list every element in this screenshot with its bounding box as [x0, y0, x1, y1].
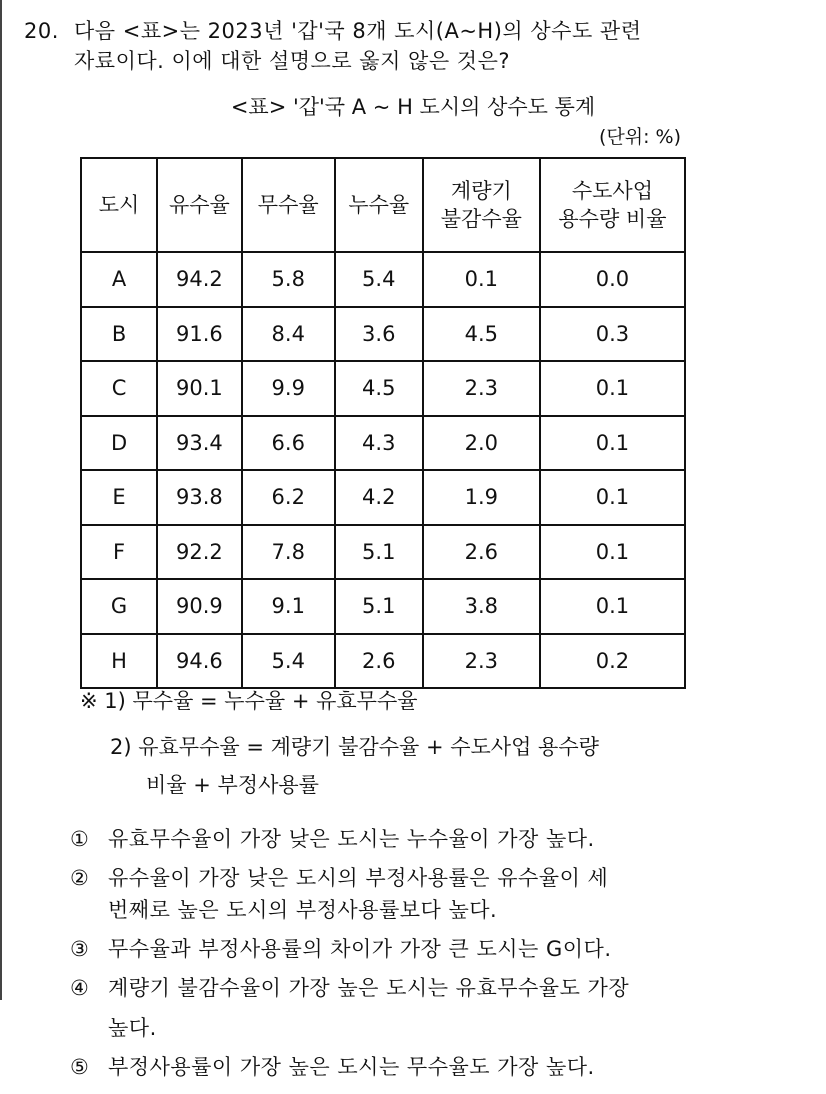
table-cell-value: 0.1: [540, 416, 685, 471]
table-row: [81, 579, 685, 634]
table-cell-value: 3.8: [423, 579, 540, 634]
table-cell-value: 2.6: [335, 634, 423, 689]
header-revenue-water-rate: 유수율: [157, 158, 242, 252]
option-text: 유수율이 가장 낮은 도시의 부정사용률은 유수율이 세: [108, 866, 609, 890]
answer-option-4[interactable]: [70, 972, 629, 1044]
option-marker: ①: [70, 827, 90, 851]
table-row: [81, 634, 685, 689]
table-cell-value: 0.0: [540, 252, 685, 307]
question-line-1: [24, 16, 641, 46]
table-row: [81, 416, 685, 471]
table-cell-value: 2.3: [423, 634, 540, 689]
option-text: 유효무수율이 가장 낮은 도시는 누수율이 가장 높다.: [108, 827, 595, 851]
footnote-2-continued: 비율 + 부정사용률: [146, 773, 319, 797]
table-cell-value: 90.9: [157, 579, 242, 634]
table-cell-city: H: [81, 634, 157, 689]
table-cell-value: 8.4: [242, 307, 335, 362]
table-cell-value: 0.2: [540, 634, 685, 689]
answer-option-3[interactable]: [70, 933, 629, 965]
table-cell-value: 4.3: [335, 416, 423, 471]
table-cell-city: B: [81, 307, 157, 362]
page-border: [0, 0, 2, 1000]
table-cell-value: 93.8: [157, 470, 242, 525]
question-text-1: 다음 <표>는 2023년 '갑'국 8개 도시(A~H)의 상수도 관련: [74, 19, 642, 43]
table-cell-value: 4.5: [423, 307, 540, 362]
answer-option-2[interactable]: [70, 862, 629, 926]
table-row: [81, 252, 685, 307]
header-meter-insensitivity-rate: 계량기 불감수율: [423, 158, 540, 252]
table-cell-city: A: [81, 252, 157, 307]
question-stem: [24, 16, 641, 76]
option-marker: ②: [70, 866, 90, 890]
table-cell-value: 3.6: [335, 307, 423, 362]
table-row: [81, 525, 685, 580]
option-text: 부정사용률이 가장 높은 도시는 무수율도 가장 높다.: [108, 1055, 595, 1079]
header-leakage-rate: 누수율: [335, 158, 423, 252]
header-non-revenue-water-rate: 무수율: [242, 158, 335, 252]
answer-options: [70, 823, 629, 1090]
table-cell-value: 0.1: [540, 525, 685, 580]
table-cell-value: 2.6: [423, 525, 540, 580]
table-cell-value: 5.1: [335, 579, 423, 634]
option-text-continued: 높다.: [108, 1016, 157, 1040]
question-number: 20.: [24, 19, 59, 43]
header-city: 도시: [81, 158, 157, 252]
table-cell-value: 2.3: [423, 361, 540, 416]
footnote-2: 2) 유효무수율 = 계량기 불감수율 + 수도사업 용수량: [110, 735, 599, 759]
option-marker: ③: [70, 937, 90, 961]
option-marker: ⑤: [70, 1055, 90, 1079]
question-text-2: 자료이다. 이에 대한 설명으로 옳지 않은 것은?: [74, 49, 511, 73]
table-cell-value: 91.6: [157, 307, 242, 362]
table-header-row: [81, 158, 685, 252]
table-row: [81, 361, 685, 416]
table-body: [81, 252, 685, 688]
table-cell-city: C: [81, 361, 157, 416]
table-cell-value: 9.9: [242, 361, 335, 416]
option-marker: ④: [70, 976, 90, 1000]
footnote-1: ※ 1) 무수율 = 누수율 + 유효무수율: [80, 689, 418, 713]
table-cell-value: 92.2: [157, 525, 242, 580]
table-cell-value: 2.0: [423, 416, 540, 471]
table-footnotes: [80, 686, 599, 800]
table-cell-value: 5.8: [242, 252, 335, 307]
table-cell-value: 9.1: [242, 579, 335, 634]
option-text: 무수율과 부정사용률의 차이가 가장 큰 도시는 G이다.: [108, 937, 612, 961]
table-cell-value: 0.3: [540, 307, 685, 362]
table-cell-value: 94.6: [157, 634, 242, 689]
table-cell-value: 93.4: [157, 416, 242, 471]
table-cell-value: 5.1: [335, 525, 423, 580]
table-cell-value: 4.2: [335, 470, 423, 525]
table-cell-value: 90.1: [157, 361, 242, 416]
option-text: 계량기 불감수율이 가장 높은 도시는 유효무수율도 가장: [108, 976, 630, 1000]
table-cell-city: G: [81, 579, 157, 634]
table-cell-city: E: [81, 470, 157, 525]
table-cell-value: 6.2: [242, 470, 335, 525]
table-cell-city: F: [81, 525, 157, 580]
water-statistics-table: [80, 157, 686, 689]
table-row: [81, 307, 685, 362]
table-cell-value: 5.4: [335, 252, 423, 307]
table-cell-value: 5.4: [242, 634, 335, 689]
table-unit: (단위: %): [598, 126, 681, 148]
table-cell-value: 6.6: [242, 416, 335, 471]
table-cell-value: 94.2: [157, 252, 242, 307]
header-utility-water-usage-ratio: 수도사업 용수량 비율: [540, 158, 685, 252]
table-cell-value: 0.1: [540, 470, 685, 525]
table-cell-value: 4.5: [335, 361, 423, 416]
answer-option-1[interactable]: [70, 823, 629, 855]
option-text-continued: 번째로 높은 도시의 부정사용률보다 높다.: [108, 898, 498, 922]
table-cell-value: 0.1: [540, 361, 685, 416]
table-title: <표> '갑'국 A ~ H 도시의 상수도 통계: [230, 95, 596, 119]
table-cell-value: 1.9: [423, 470, 540, 525]
table-cell-value: 0.1: [540, 579, 685, 634]
table-cell-value: 0.1: [423, 252, 540, 307]
table-cell-city: D: [81, 416, 157, 471]
answer-option-5[interactable]: [70, 1051, 629, 1083]
table-row: [81, 470, 685, 525]
table-cell-value: 7.8: [242, 525, 335, 580]
